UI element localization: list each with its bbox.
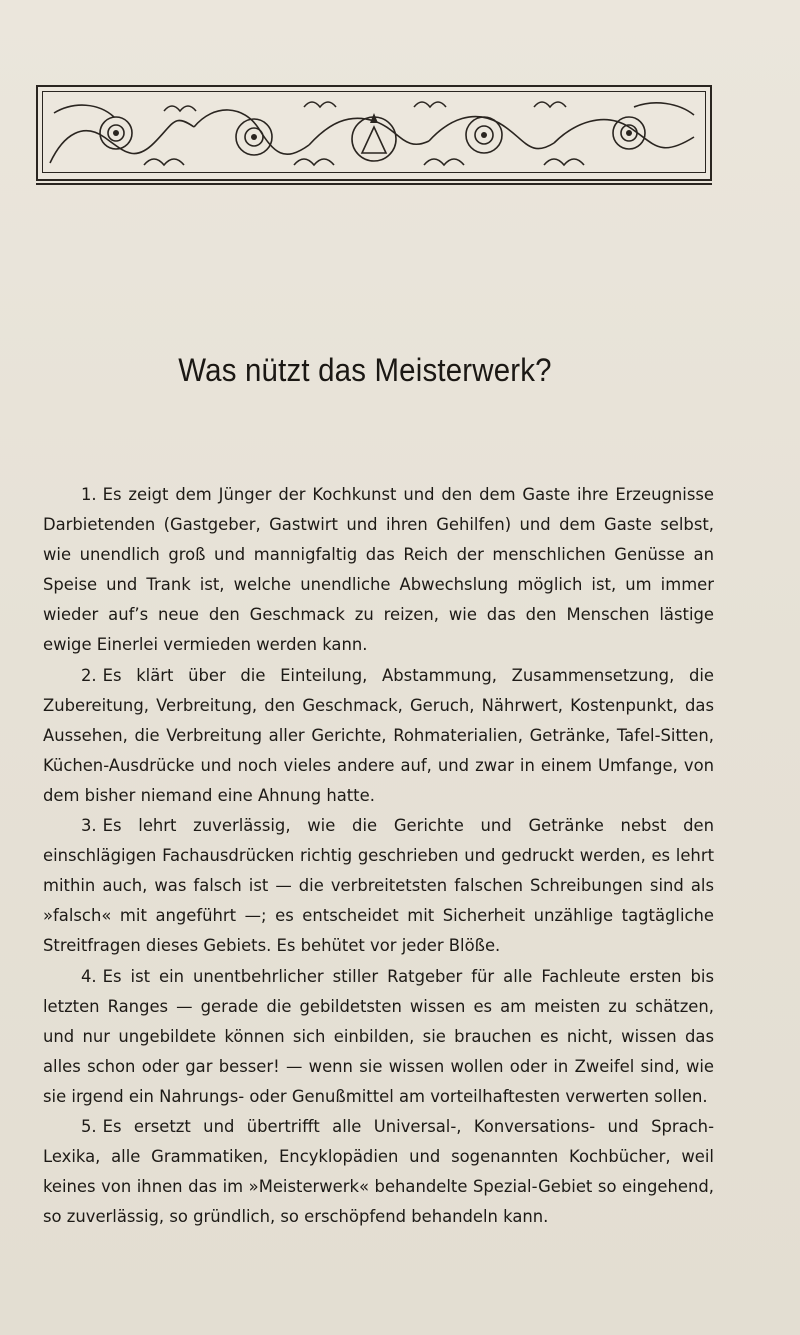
page-title: Was nützt das Meisterwerk? xyxy=(178,352,552,388)
paragraph-text: Es zeigt dem Jünger der Kochkunst und den dem Gaste ihre Erzeugnisse Darbietenden (Gastgeber, Gastwirt und ihren Gehilfen) und dem Gaste selbst, wie unendlich groß und mannigfaltig das Reich der menschlichen Genüsse an Speise und Trank ist, welche unendliche Abwechslung möglich ist, um immer wieder auf’s neue den Geschmack zu reizen, wie das den Menschen lästige ewige Einerlei vermieden werden kann. xyxy=(43,485,714,655)
paragraph-text: Es ersetzt und übertrifft alle Universal-, Konversations- und Sprach-Lexika, alle Grammatiken, Encyklopädien und sogenannten Kochbücher, weil keines von ihnen das im »Meisterwerk« behandelte Spezial-Gebiet so eingehend, so zuverlässig, so gründlich, so erschöpfend behandeln kann. xyxy=(43,1116,714,1227)
decorative-engraved-banner-icon xyxy=(44,93,704,173)
paragraph-1 xyxy=(43,480,714,661)
paragraph-number: 1. xyxy=(81,485,97,504)
paragraph-number: 3. xyxy=(81,816,97,836)
paragraph-number: 2. xyxy=(81,665,97,685)
paragraph-2 xyxy=(43,661,714,811)
paragraph-5 xyxy=(43,1112,714,1232)
paragraph-text: Es lehrt zuverlässig, wie die Gerichte und Getränke nebst den einschlägigen Fachausdrücken richtig geschrieben und gedruckt werden, es lehrt mithin auch, was falsch ist — die verbreitetsten falschen Schreibungen sind als »falsch« mit angeführt —; es entscheidet mit Sicherheit unzählige tagtägliche Streitfragen dieses Gebiets. Es behütet vor jeder Blöße. xyxy=(43,816,714,956)
paragraph-number: 5. xyxy=(81,1116,97,1136)
body-text xyxy=(43,480,714,1232)
paragraph-3 xyxy=(43,811,714,961)
paragraph-text: Es klärt über die Einteilung, Abstammung, Zusammensetzung, die Zubereitung, Verbreitung, den Geschmack, Geruch, Nährwert, Kostenpunkt, das Aussehen, die Verbreitung aller Gerichte, Rohmaterialien, Getränke, Tafel-Sitten, Küchen-Ausdrücke und noch vieles andere auf, und zwar in einem Umfange, von dem bisher niemand eine Ahnung hatte. xyxy=(43,665,714,805)
paragraph-text: Es ist ein unentbehrlicher stiller Ratgeber für alle Fachleute ersten bis letzten Ranges — gerade die gebildetsten wissen es am meisten zu schätzen, und nur ungebildete können sich einbilden, sie brauchen es nicht, wissen das alles schon oder gar besser! — wenn sie wissen wollen oder in Zweifel sind, wie sie irgend ein Nahrungs- oder Genußmittel am vorteilhaftesten verwerten sollen. xyxy=(43,966,714,1106)
ornamental-header-banner xyxy=(36,85,712,181)
paragraph-number: 4. xyxy=(81,966,97,986)
paragraph-4 xyxy=(43,962,714,1112)
ornament-rule xyxy=(36,183,712,185)
